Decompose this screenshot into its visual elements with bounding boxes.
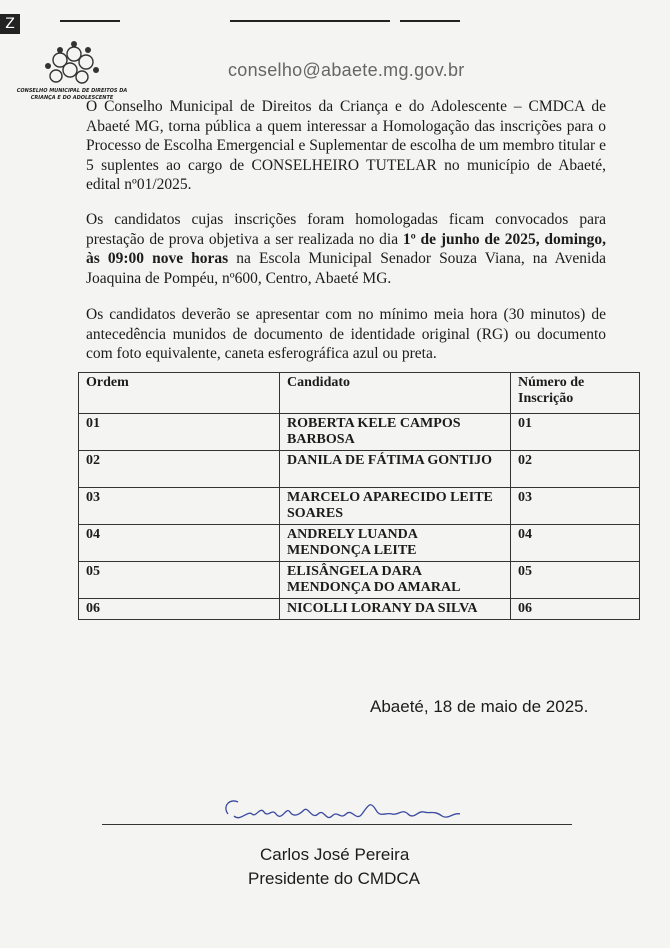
- table-row: [79, 414, 640, 451]
- document-date: Abaeté, 18 de maio de 2025.: [370, 697, 589, 716]
- paragraph-instructions: Os candidatos deverão se apresentar com no mínimo meia hora (30 minutos) de antecedência munidos de documento de identidade original (RG) ou documento com foto equivalente, caneta esferográfica azul ou preta.: [86, 306, 606, 362]
- cell-candidato: ELISÂNGELA DARA MENDONÇA DO AMARAL: [280, 562, 511, 599]
- exam-datetime: 1º de junho de 2025, domingo, às 09:00 nove horas: [86, 230, 606, 267]
- signer-name: Carlos José Pereira: [260, 845, 410, 864]
- header-ordem: Ordem: [79, 373, 280, 414]
- cell-inscricao: 03: [511, 488, 640, 525]
- header-inscricao: Número de Inscrição: [511, 373, 640, 414]
- table-row: [79, 525, 640, 562]
- candidates-table: [78, 372, 640, 620]
- table-row: [79, 451, 640, 488]
- cell-inscricao: 05: [511, 562, 640, 599]
- cell-ordem: 05: [79, 562, 280, 599]
- header-candidato: Candidato: [280, 373, 511, 414]
- logo-caption: CONSELHO MUNICIPAL DE DIREITOS DA CRIANÇA E DO ADOLESCENTE: [16, 88, 128, 101]
- top-rule: [400, 20, 460, 22]
- cell-candidato: ROBERTA KELE CAMPOS BARBOSA: [280, 414, 511, 451]
- page-corner-mark: Z: [0, 14, 20, 34]
- signature-line: [102, 824, 572, 825]
- cell-ordem: 04: [79, 525, 280, 562]
- cell-inscricao: 02: [511, 451, 640, 488]
- cell-ordem: 01: [79, 414, 280, 451]
- cell-ordem: 03: [79, 488, 280, 525]
- convocation-text-a: Os candidatos cujas inscrições foram homologadas ficam convocados para prestação de prova objetiva a ser realizada no dia: [86, 211, 606, 248]
- table-row: [79, 488, 640, 525]
- cell-inscricao: 06: [511, 599, 640, 620]
- cell-inscricao: 04: [511, 525, 640, 562]
- signer-role: Presidente do CMDCA: [248, 869, 420, 888]
- handwritten-signature: [220, 792, 470, 832]
- table-header-row: [79, 373, 640, 414]
- paragraph-convocation: [86, 210, 606, 288]
- cell-candidato: DANILA DE FÁTIMA GONTIJO: [280, 451, 511, 488]
- cell-candidato: ANDRELY LUANDA MENDONÇA LEITE: [280, 525, 511, 562]
- table-row: [79, 562, 640, 599]
- top-rule: [230, 20, 390, 22]
- cell-inscricao: 01: [511, 414, 640, 451]
- cell-ordem: 02: [79, 451, 280, 488]
- paragraph-homologation: O Conselho Municipal de Direitos da Criança e do Adolescente – CMDCA de Abaeté MG, torna pública a quem interessar a Homologação das inscrições para o Processo de Escolha Emergencial e Suplementar de escolha de um membro titular e 5 suplentes ao cargo de CONSELHEIRO TUTELAR no município de Abaeté, edital nº01/2025.: [86, 98, 606, 193]
- table-row: [79, 599, 640, 620]
- convocation-text-b: na Escola Municipal Senador Souza Viana, na Avenida Joaquina de Pompéu, nº600, Centro, Abaeté MG.: [86, 250, 606, 287]
- top-rule: [60, 20, 120, 22]
- cell-candidato: NICOLLI LORANY DA SILVA: [280, 599, 511, 620]
- cell-ordem: 06: [79, 599, 280, 620]
- email-address: conselho@abaete.mg.gov.br: [228, 60, 465, 80]
- cell-candidato: MARCELO APARECIDO LEITE SOARES: [280, 488, 511, 525]
